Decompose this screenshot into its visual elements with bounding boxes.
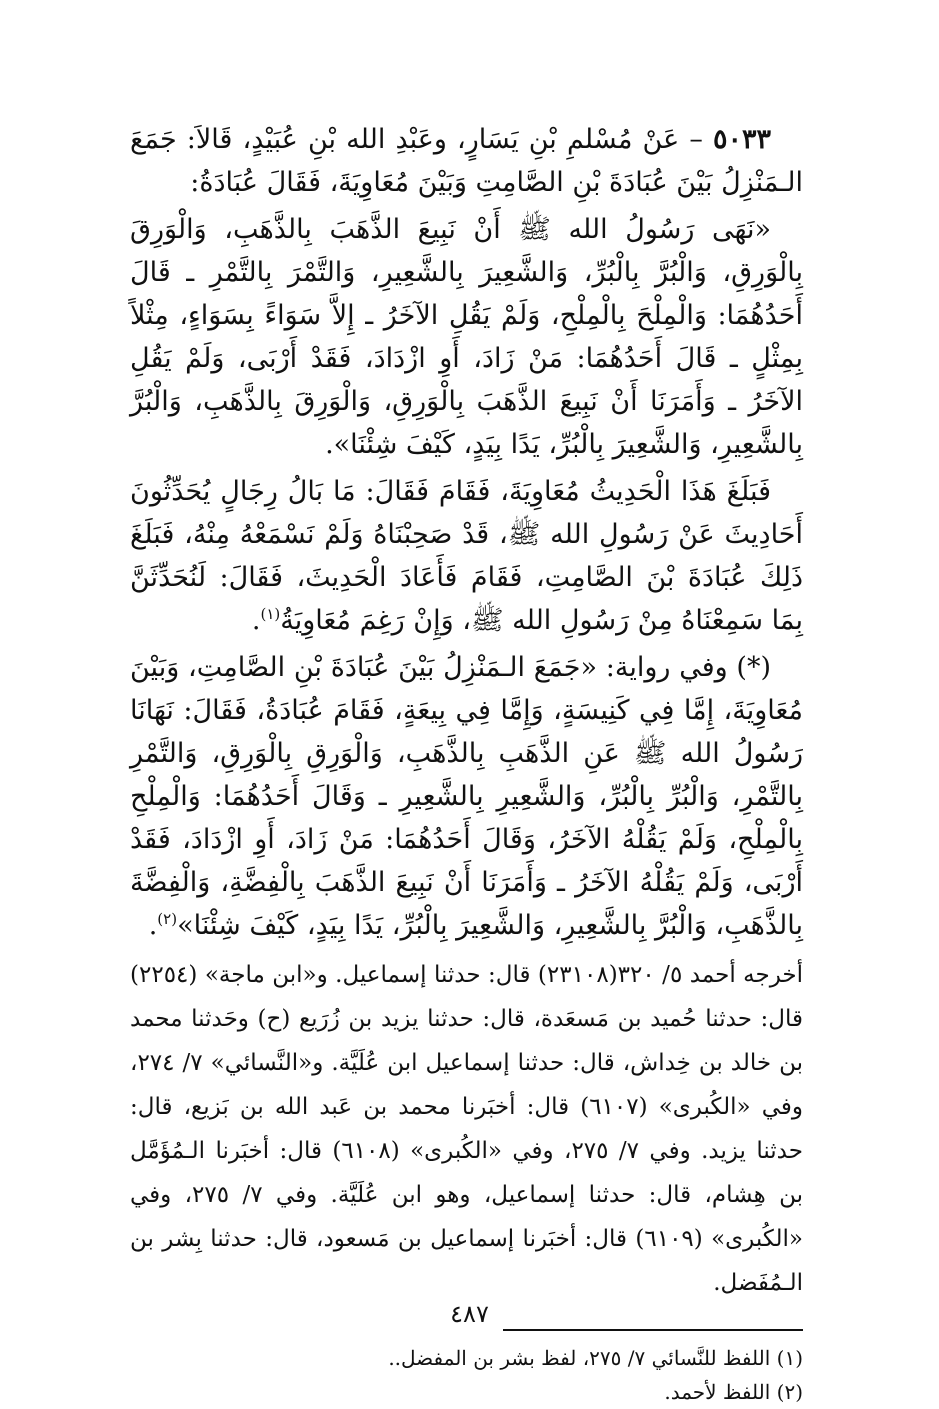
hadith-paragraph-3: (*) وفي رواية: «جَمَعَ الـمَنْزِلُ بَيْنَ عُبَادَةَ بْنِ الصَّامِتِ، وَبَيْنَ مُعَاوِيَةَ، إِمَّا فِي كَنِيسَةٍ، وَإِمَّا فِي بِيعَةٍ، فَقَامَ عُبَادَةُ، فَقَالَ: نَهَانَا رَسُولُ الله ﷺ عَنِ الذَّهَبِ بِالذَّهَبِ، وَالْوَرِقِ بِالْوَرِقِ، وَالتَّمْرِ بِالتَّمْرِ، وَالْبُرِّ بِالْبُرِّ، وَالشَّعِيرِ بِالشَّعِيرِ ـ وَقَالَ أَحَدُهُمَا: وَالْمِلْحِ بِالْمِلْحِ، وَلَمْ يَقُلْهُ الآخَرُ، وَقَالَ أَحَدُهُمَا: مَنْ زَادَ، أَوِ ازْدَادَ، فَقَدْ أَرْبَى، وَلَمْ يَقُلْهُ الآخَرُ ـ وَأَمَرَنَا أَنْ نَبِيعَ الذَّهَبَ بِالْفِضَّةِ، وَالْفِضَّةَ بِالذَّهَبِ، وَالْبُرَّ بِالشَّعِيرِ، وَالشَّعِيرَ بِالْبُرِّ، يَدًا بِيَدٍ، كَيْفَ شِئْنَا»$^{(٢)}$. [130,652,803,941]
hadith-intro [130,118,803,204]
hadith-paragraph-1: «نَهَى رَسُولُ الله ﷺ أَنْ نَبِيعَ الذَّهَبَ بِالذَّهَبِ، وَالْوَرِقَ بِالْوَرِقِ، وَالْبُرَّ بِالْبُرِّ، وَالشَّعِيرَ بِالشَّعِيرِ، وَالتَّمْرَ بِالتَّمْرِ ـ قَالَ أَحَدُهُمَا: وَالْمِلْحَ بِالْمِلْحِ، وَلَمْ يَقُلِ الآخَرُ ـ إِلاَّ سَوَاءً بِسَوَاءٍ، مِثْلاً بِمِثْلٍ ـ قَالَ أَحَدُهُمَا: مَنْ زَادَ، أَوِ ازْدَادَ، فَقَدْ أَرْبَى، وَلَمْ يَقُلِ الآخَرُ ـ وَأَمَرَنَا أَنْ نَبِيعَ الذَّهَبَ بِالْوَرِقِ، وَالْوَرِقَ بِالذَّهَبِ، وَالْبُرَّ بِالشَّعِيرِ، وَالشَّعِيرَ بِالْبُرِّ، يَدًا بِيَدٍ، كَيْفَ شِئْنَا». [130,214,803,460]
hadith-text [130,118,803,947]
hadith-paragraph-2-text: فَبَلَغَ هَذَا الْحَدِيثُ مُعَاوِيَةَ، فَقَامَ فَقَالَ: مَا بَالُ رِجَالٍ يُحَدِّثُونَ أَحَادِيثَ عَنْ رَسُولِ الله ﷺ، قَدْ صَحِبْنَاهُ وَلَمْ نَسْمَعْهُ مِنْهُ، فَبَلَغَ ذَلِكَ عُبَادَةَ بْنَ الصَّامِتِ، فَقَامَ فَأَعَادَ الْحَدِيثَ، فَقَالَ: لَنُحَدِّثَنَّ بِمَا سَمِعْنَاهُ مِنْ رَسُولِ الله ﷺ، وَإِنْ رَغِمَ مُعَاوِيَةُ [130,476,803,636]
hadith-number: ٥٠٣٣ [712,124,771,155]
footnote-ref-2: (٢) [157,910,178,928]
takhrij-text: أخرجه أحمد ٥/ ٣٢٠(٢٣١٠٨) قال: حدثنا إسماعيل. و«ابن ماجة» (٢٢٥٤) قال: حدثنا حُميد بن مَسعَدة، قال: حدثنا يزيد بن زُرَيع (ح) وحَدثنا محمد بن خالد بن خِداش، قال: حدثنا إسماعيل ابن عُلَيَّة. و«النَّسائي» ٧/ ٢٧٤، وفي «الكُبرى» (٦١٠٧) قال: أخبَرنا محمد بن عَبد الله بن بَزيع، قال: حدثنا يزيد. وفي ٧/ ٢٧٥، وفي «الكُبرى» (٦١٠٨) قال: أخبَرنا الـمُؤَمَّل بن هِشام، قال: حدثنا إسماعيل، وهو ابن عُلَيَّة. وفي ٧/ ٢٧٥، وفي «الكُبرى» (٦١٠٩) قال: أخبَرنا إسماعيل بن مَسعود، قال: حدثنا بِشر بن الـمُفَضل. [130,962,804,1296]
page-number: ٤٨٧ [450,1300,489,1328]
hadith-paragraph-3-text: (*) وفي رواية: «جَمَعَ الـمَنْزِلُ بَيْنَ عُبَادَةَ بْنِ الصَّامِتِ، وَبَيْنَ مُعَاوِيَةَ، إِمَّا فِي كَنِيسَةٍ، وَإِمَّا فِي بِيعَةٍ، فَقَامَ عُبَادَةُ، فَقَالَ: نَهَانَا رَسُولُ الله ﷺ عَنِ الذَّهَبِ بِالذَّهَبِ، وَالْوَرِقِ بِالْوَرِقِ، وَالتَّمْرِ بِالتَّمْرِ، وَالْبُرِّ بِالْبُرِّ، وَالشَّعِيرِ بِالشَّعِيرِ ـ وَقَالَ أَحَدُهُمَا: وَالْمِلْحِ بِالْمِلْحِ، وَلَمْ يَقُلْهُ الآخَرُ، وَقَالَ أَحَدُهُمَا: مَنْ زَادَ، أَوِ ازْدَادَ، فَقَدْ أَرْبَى، وَلَمْ يَقُلْهُ الآخَرُ ـ وَأَمَرَنَا أَنْ نَبِيعَ الذَّهَبَ بِالْفِضَّةِ، وَالْفِضَّةَ بِالذَّهَبِ، وَالْبُرَّ بِالشَّعِيرِ، وَالشَّعِيرَ بِالْبُرِّ، يَدًا بِيَدٍ، كَيْفَ شِئْنَا» [130,652,803,941]
hadith-intro-text: – عَنْ مُسْلمِ بْنِ يَسَارٍ، وعَبْدِ الله بْنِ عُبَيْدٍ، قَالاَ: جَمَعَ الـمَنْزِلُ بَيْنَ عُبَادَةَ بْنِ الصَّامِتِ وَبَيْنَ مُعَاوِيَةَ، فَقَالَ عُبَادَةُ: [130,124,803,198]
footnote-ref-1: (١) [260,605,281,623]
footnotes [130,1341,803,1409]
footnote-divider [503,1329,803,1331]
footnote-2: (٢) اللفظ لأحمد. [664,1380,803,1404]
hadith-paragraph-2: فَبَلَغَ هَذَا الْحَدِيثُ مُعَاوِيَةَ، فَقَامَ فَقَالَ: مَا بَالُ رِجَالٍ يُحَدِّثُونَ أَحَادِيثَ عَنْ رَسُولِ الله ﷺ، قَدْ صَحِبْنَاهُ وَلَمْ نَسْمَعْهُ مِنْهُ، فَبَلَغَ ذَلِكَ عُبَادَةَ بْنَ الصَّامِتِ، فَقَامَ فَأَعَادَ الْحَدِيثَ، فَقَالَ: لَنُحَدِّثَنَّ بِمَا سَمِعْنَاهُ مِنْ رَسُولِ الله ﷺ، وَإِنْ رَغِمَ مُعَاوِيَةُ$^{(١)}$. [130,476,803,636]
footnote-1: (١) اللفظ للنَّسائي ٧/ ٢٧٥، لفظ بشر بن المفضل.. [388,1346,803,1370]
